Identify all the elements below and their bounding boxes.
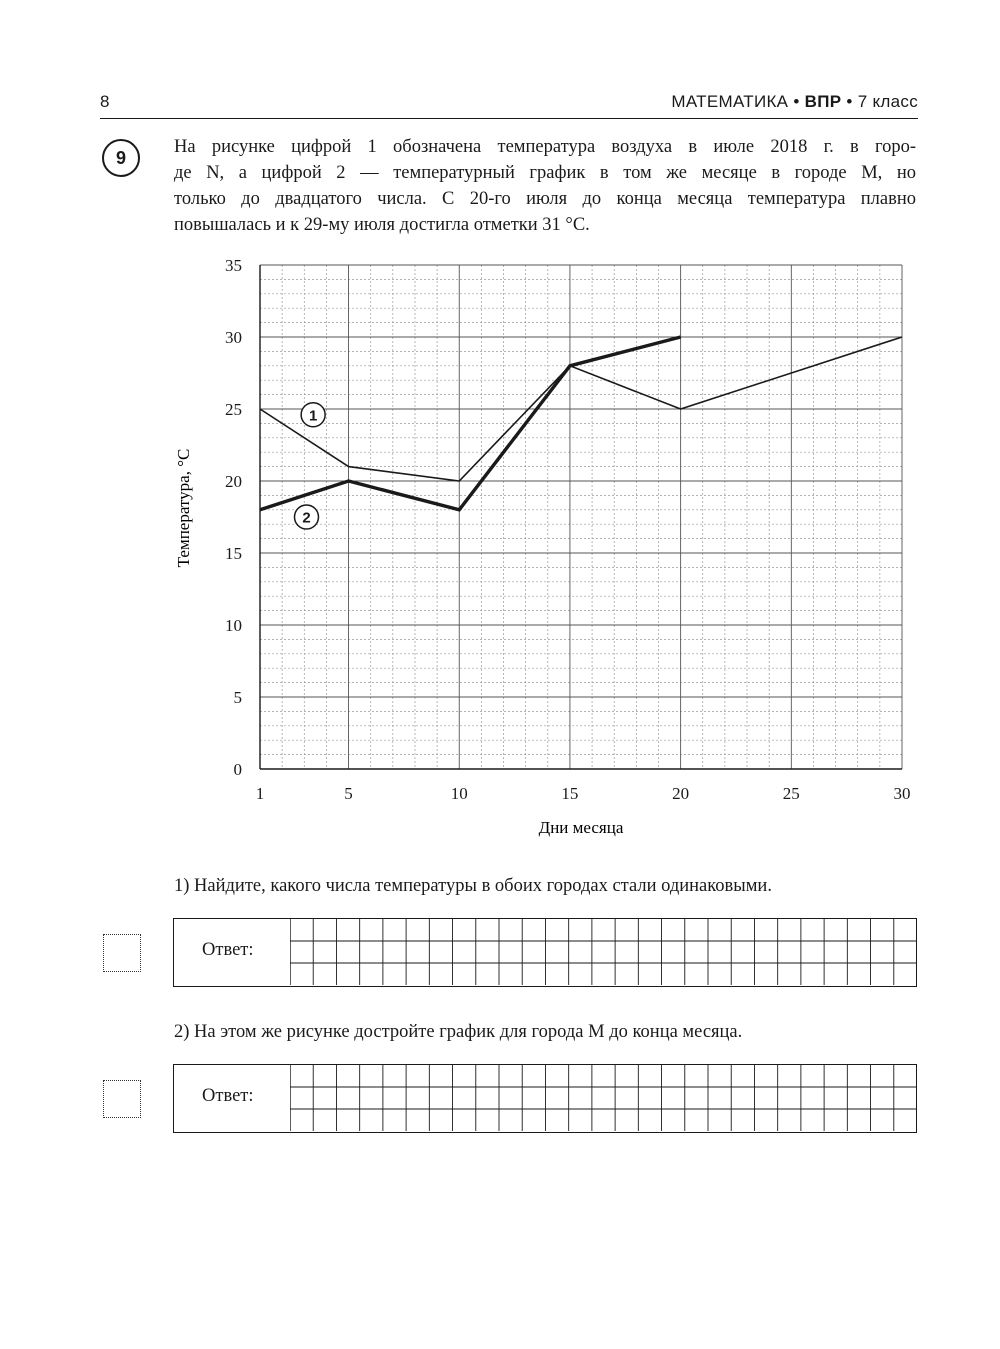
chart-tick-labels: [225, 256, 911, 803]
answer-box-1[interactable]: [173, 918, 917, 987]
answer-box-2[interactable]: [173, 1064, 917, 1133]
y-tick-label: 20: [225, 472, 242, 491]
y-tick-label: 35: [225, 256, 242, 275]
x-tick-label: 20: [672, 784, 690, 803]
title-separator: •: [793, 92, 800, 111]
task-text-line: де N, а цифрой 2 — температурный график в том же месяце в городе M, но: [174, 163, 916, 183]
y-tick-label: 10: [225, 616, 242, 635]
chart-axes: [260, 265, 902, 769]
y-tick-label: 15: [225, 544, 242, 563]
exam-name: ВПР: [804, 92, 842, 111]
answer-label: Ответ:: [202, 1086, 254, 1106]
x-tick-label: 15: [561, 784, 579, 803]
chart-grid-minor: [260, 265, 902, 769]
page-number: 8: [100, 92, 110, 111]
y-tick-label: 5: [233, 688, 242, 707]
x-tick-label: 30: [893, 784, 911, 803]
x-tick-label: 5: [344, 784, 353, 803]
question-1-text: 1) Найдите, какого числа температуры в обоих городах стали одинаковыми.: [174, 876, 772, 896]
x-tick-label: 1: [255, 784, 265, 803]
y-axis-label: Температура, °C: [174, 448, 193, 568]
x-axis-label: Дни месяца: [538, 818, 624, 837]
chart-grid-major: [260, 265, 902, 769]
answer-cells-2[interactable]: [290, 1065, 917, 1131]
score-box-1: [103, 934, 141, 972]
question-2-text: 2) На этом же рисунке достройте график для города M до конца месяца.: [174, 1022, 743, 1042]
y-tick-label: 30: [225, 328, 242, 347]
grade-label: 7 класс: [857, 92, 918, 111]
subject-name: МАТЕМАТИКА: [671, 92, 789, 111]
task-text-line: На рисунке цифрой 1 обозначена температура воздуха в июле 2018 г. в горо-: [174, 137, 916, 157]
series-label-2: 2: [302, 509, 311, 527]
x-tick-label: 10: [450, 784, 468, 803]
task-number-badge: 9: [102, 139, 140, 177]
answer-label: Ответ:: [202, 940, 254, 960]
y-tick-label: 25: [225, 400, 242, 419]
task-text-line: только до двадцатого числа. С 20-го июля до конца месяца температура плавно: [174, 189, 916, 209]
series-label-1: 1: [308, 407, 318, 425]
task-text-line: повышалась и к 29-му июля достигла отметки 31 °C.: [174, 215, 590, 235]
score-box-2: [103, 1080, 141, 1118]
title-separator: •: [846, 92, 853, 111]
y-tick-label: 0: [233, 760, 242, 779]
answer-cells-1[interactable]: [290, 919, 917, 985]
x-tick-label: 25: [782, 784, 800, 803]
